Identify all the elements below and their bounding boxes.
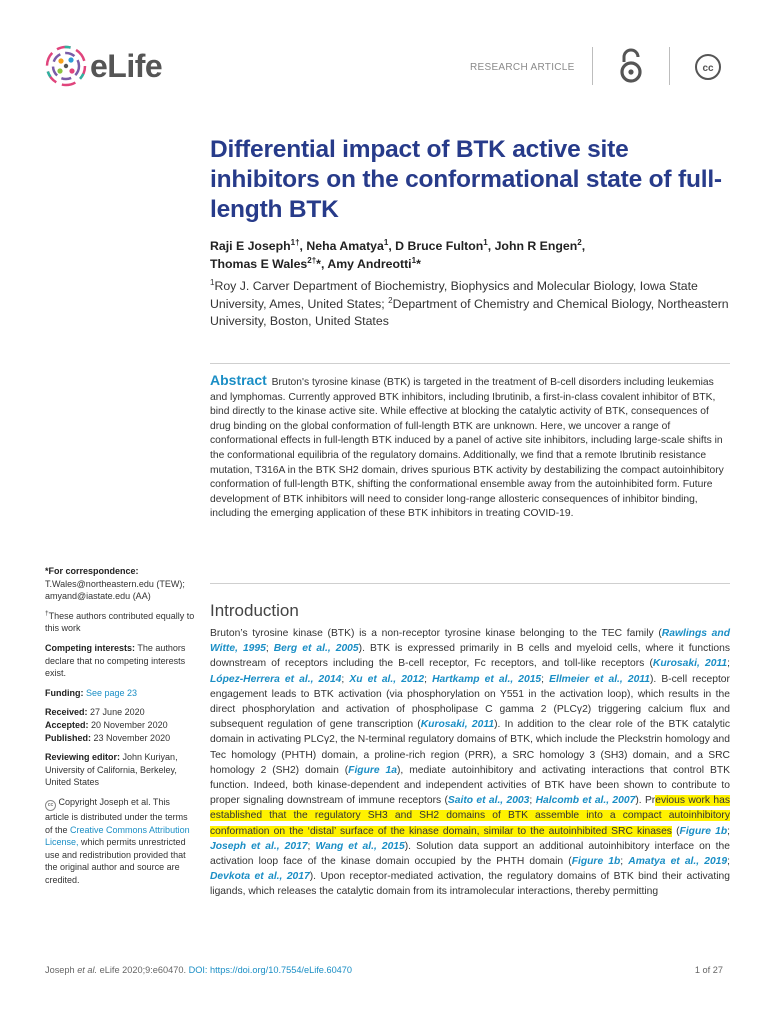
citation-link[interactable]: Wang et al., 2015 [315, 840, 405, 852]
published-date: 23 November 2020 [93, 732, 171, 743]
dates-block [45, 706, 195, 744]
correspondence-label: *For correspondence: [45, 566, 139, 576]
competing-interests [45, 642, 195, 680]
received-label: Received: [45, 707, 88, 718]
body-text: ( [671, 825, 680, 837]
author-separator: *, [316, 257, 328, 271]
author-name[interactable]: Neha Amatya [306, 239, 384, 253]
body-text: ; [620, 856, 629, 868]
citation-link[interactable]: Joseph et al., 2017 [210, 840, 308, 852]
author-separator: , [487, 239, 495, 253]
affiliation-number: 2 [388, 295, 393, 305]
correspondence-block [45, 565, 195, 603]
body-text: ). Solution data support an additional autoinhibitory interface on the activation loop face of the kinase domain occupied by the PHTH domain ( [210, 840, 730, 868]
abstract-heading: Abstract [210, 372, 267, 388]
introduction-body [210, 626, 730, 900]
published-label: Published: [45, 732, 92, 743]
accepted-date: 20 November 2020 [91, 719, 168, 730]
body-text: ). Upon receptor-mediated activation, the regulatory domains of BTK bind their activating ligands, which releases the catalytic domain from its intramolecular interactions, thereby permitting [210, 871, 731, 898]
body-text: ; [727, 825, 731, 837]
body-text: ). B-cell receptor engagement leads to BTK activation (via phosphorylation on Y551 in the activation loop), which results in the direct phosphorylation and activation of phospholipase C gamma 2 (PLCγ2) triggering calcium flux and subsequent regulation of gene transcription ( [210, 673, 730, 731]
author-name[interactable]: Amy Andreotti [327, 257, 412, 271]
citation-link[interactable]: Figure 1b [571, 856, 621, 868]
body-text: ). In addition to the clear role of the BTK catalytic domain in activating PLCγ2, the N-terminal regulatory domains of BTK, which include the Pleckstrin homology and Tec homology (PHTH) domain, a proline-rich region (PRR), a SRC homology 3 (SH3) domain, and a SRC homology 2 (SH2) domain ( [210, 719, 731, 776]
citation-link[interactable]: Ellmeier et al., 2011 [549, 673, 650, 685]
highlighted-text: evious work has established that the regulatory SH3 and SH2 domains of BTK assemble into a compact autoinhibitory conformation on the ‘distal’ surface of the kinase domain, similar to the autoinhibited SRC kinases [210, 795, 730, 837]
author-name[interactable]: John R Engen [494, 239, 578, 253]
header-divider [592, 47, 593, 85]
abstract [210, 373, 730, 522]
body-text: ; [307, 840, 316, 852]
author-separator: * [416, 257, 421, 271]
article-info-sidebar [45, 565, 195, 893]
author-name[interactable]: Raji E Joseph [210, 239, 291, 253]
equal-contribution-note [45, 610, 195, 635]
elife-logo-icon [44, 44, 88, 88]
section-rule [210, 583, 730, 584]
accepted-label: Accepted: [45, 719, 89, 730]
reviewing-editor-text: John Kuriyan, University of California, Berkeley, United States [45, 752, 178, 788]
citation-link[interactable]: Halcomb et al., 2007 [535, 795, 636, 807]
dagger-mark: † [45, 609, 49, 617]
body-text: ; [727, 658, 730, 670]
received-date: 27 June 2020 [90, 707, 145, 718]
citation-link[interactable]: Figure 1b [679, 825, 728, 837]
introduction-heading: Introduction [210, 601, 299, 620]
section-rule [210, 363, 730, 364]
doi-link[interactable]: DOI: https://doi.org/10.7554/eLife.60470 [188, 965, 353, 975]
citation-link[interactable]: Kurosaki, 2011 [420, 719, 495, 731]
author-affiliation-mark: 1† [290, 237, 300, 247]
affiliation-text: Department of Chemistry and Chemical Biology, Northeastern University, Boston, United States [210, 296, 729, 328]
body-text: ). Pr [635, 795, 656, 807]
body-text: ; [424, 673, 433, 685]
author-affiliation-mark: 1 [411, 255, 417, 265]
author-affiliation-mark: 2† [307, 255, 317, 265]
footer-journal: eLife 2020;9:e60470. [97, 965, 189, 975]
competing-interests-text: The authors declare that no competing interests exist. [45, 642, 186, 679]
author-name[interactable]: D Bruce Fulton [395, 239, 484, 253]
abstract-text: Bruton's tyrosine kinase (BTK) is targeted in the treatment of B-cell disorders including leukemias and lymphomas. Currently approved BTK inhibitors, including Ibrutinib, a first-in-class covalent inhibitor of BTK, bind directly to the kinase active site. While effective at blocking the catalytic activity of BTK, consequences of drug binding on the global conformation of full-length BTK are unknown. Here, we uncover a range of conformational effects in full-length BTK induced by a panel of active site inhibitors, including large-scale shifts in the conformational equilibria of the regulatory domains. Additionally, we find that a remote Ibrutinib resistance mutation, T316A in the BTK SH2 domain, drives spurious BTK activity by destabilizing the compact autoinhibitory conformation of full-length BTK, shifting the conformational ensemble away from the autoinhibited form. Future development of BTK inhibitors will need to consider long-range allosteric consequences of inhibitor binding, including the emerging application of these BTK inhibitors in treating COVID-19. [210, 377, 724, 520]
license-link[interactable]: Creative Commons Attribution License, [45, 824, 190, 848]
author-affiliation-mark: 2 [577, 237, 582, 247]
competing-interests-label: Competing interests: [45, 642, 136, 653]
author-separator: , [299, 239, 307, 253]
author-separator: , [581, 239, 586, 253]
copyright-notice [45, 796, 195, 887]
equal-contribution-text: These authors contributed equally to this work [45, 610, 195, 634]
page-number: 1 of 27 [694, 965, 723, 975]
citation-link[interactable]: Figure 1a [348, 764, 397, 776]
citation-link[interactable]: López-Herrera et al., 2014 [210, 673, 342, 685]
affiliations [210, 278, 730, 331]
affiliation-text: Roy J. Carver Department of Biochemistry, Biophysics and Molecular Biology, Iowa State University, Ames, United States; [210, 279, 698, 311]
citation-link[interactable]: Devkota et al., 2017 [210, 871, 310, 883]
citation-link[interactable]: Amatya et al., 2019 [628, 856, 728, 868]
body-text: ; [529, 795, 536, 807]
body-text: ; [727, 856, 731, 868]
funding [45, 687, 195, 700]
correspondence-emails[interactable]: T.Wales@northeastern.edu (TEW); amyand@iastate.edu (AA) [45, 578, 185, 602]
article-type-label: RESEARCH ARTICLE [470, 62, 575, 73]
author-separator: , [388, 239, 396, 253]
footer-etal: et al. [77, 965, 98, 975]
elife-wordmark: eLife [90, 47, 163, 84]
reviewing-editor [45, 751, 195, 789]
svg-text:cc: cc [702, 63, 714, 74]
copyright-tail: which permits unrestricted use and redistribution provided that the original author and source are credited. [45, 837, 186, 885]
citation-link[interactable]: Xu et al., 2012 [349, 673, 425, 685]
reviewing-editor-label: Reviewing editor: [45, 752, 121, 763]
open-access-lock-icon [617, 48, 645, 84]
copyright-text: Copyright Joseph et al. This article is distributed under the terms of the [45, 796, 188, 835]
citation-link[interactable]: Saito et al., 2003 [447, 795, 530, 807]
citation-link[interactable]: Rawlings and Witte, 1995 [210, 628, 730, 655]
footer-citation [45, 965, 352, 975]
header-divider [669, 47, 670, 85]
citation-link[interactable]: Hartkamp et al., 2015 [432, 673, 542, 685]
elife-logo[interactable] [44, 44, 162, 88]
author-affiliation-mark: 1 [383, 237, 389, 247]
creative-commons-icon [694, 53, 722, 81]
citation-link[interactable]: Kurosaki, 2011 [652, 658, 728, 670]
body-text: ; [341, 673, 350, 685]
body-text: ). BTK is expressed primarily in B cells and myeloid cells, where it functions downstream of receptors including the B-cell receptor, Fc receptors, and toll-like receptors ( [210, 643, 731, 670]
footer-author: Joseph [45, 965, 78, 975]
body-text: ; [265, 643, 274, 655]
funding-label: Funding: [45, 687, 84, 698]
funding-link[interactable]: See page 23 [86, 687, 138, 698]
author-name[interactable]: Thomas E Wales [210, 257, 308, 271]
creative-commons-small-icon: cc [45, 800, 56, 811]
author-list [210, 237, 730, 273]
body-text: Bruton’s tyrosine kinase (BTK) is a non-receptor tyrosine kinase belonging to the TEC family ( [210, 628, 662, 639]
author-affiliation-mark: 1 [483, 237, 488, 247]
citation-link[interactable]: Berg et al., 2005 [273, 643, 359, 655]
body-text: ), mediate autoinhibitory and activating interactions that control BTK function. Indeed, both kinase-dependent and independent activities of BTK have been shown to contribute to proper signaling downstream of immune receptors ( [210, 764, 730, 807]
body-text: ; [541, 673, 550, 685]
affiliation-number: 1 [210, 277, 215, 287]
article-title: Differential impact of BTK active site inhibitors on the conformational state of full-length BTK [210, 136, 722, 223]
